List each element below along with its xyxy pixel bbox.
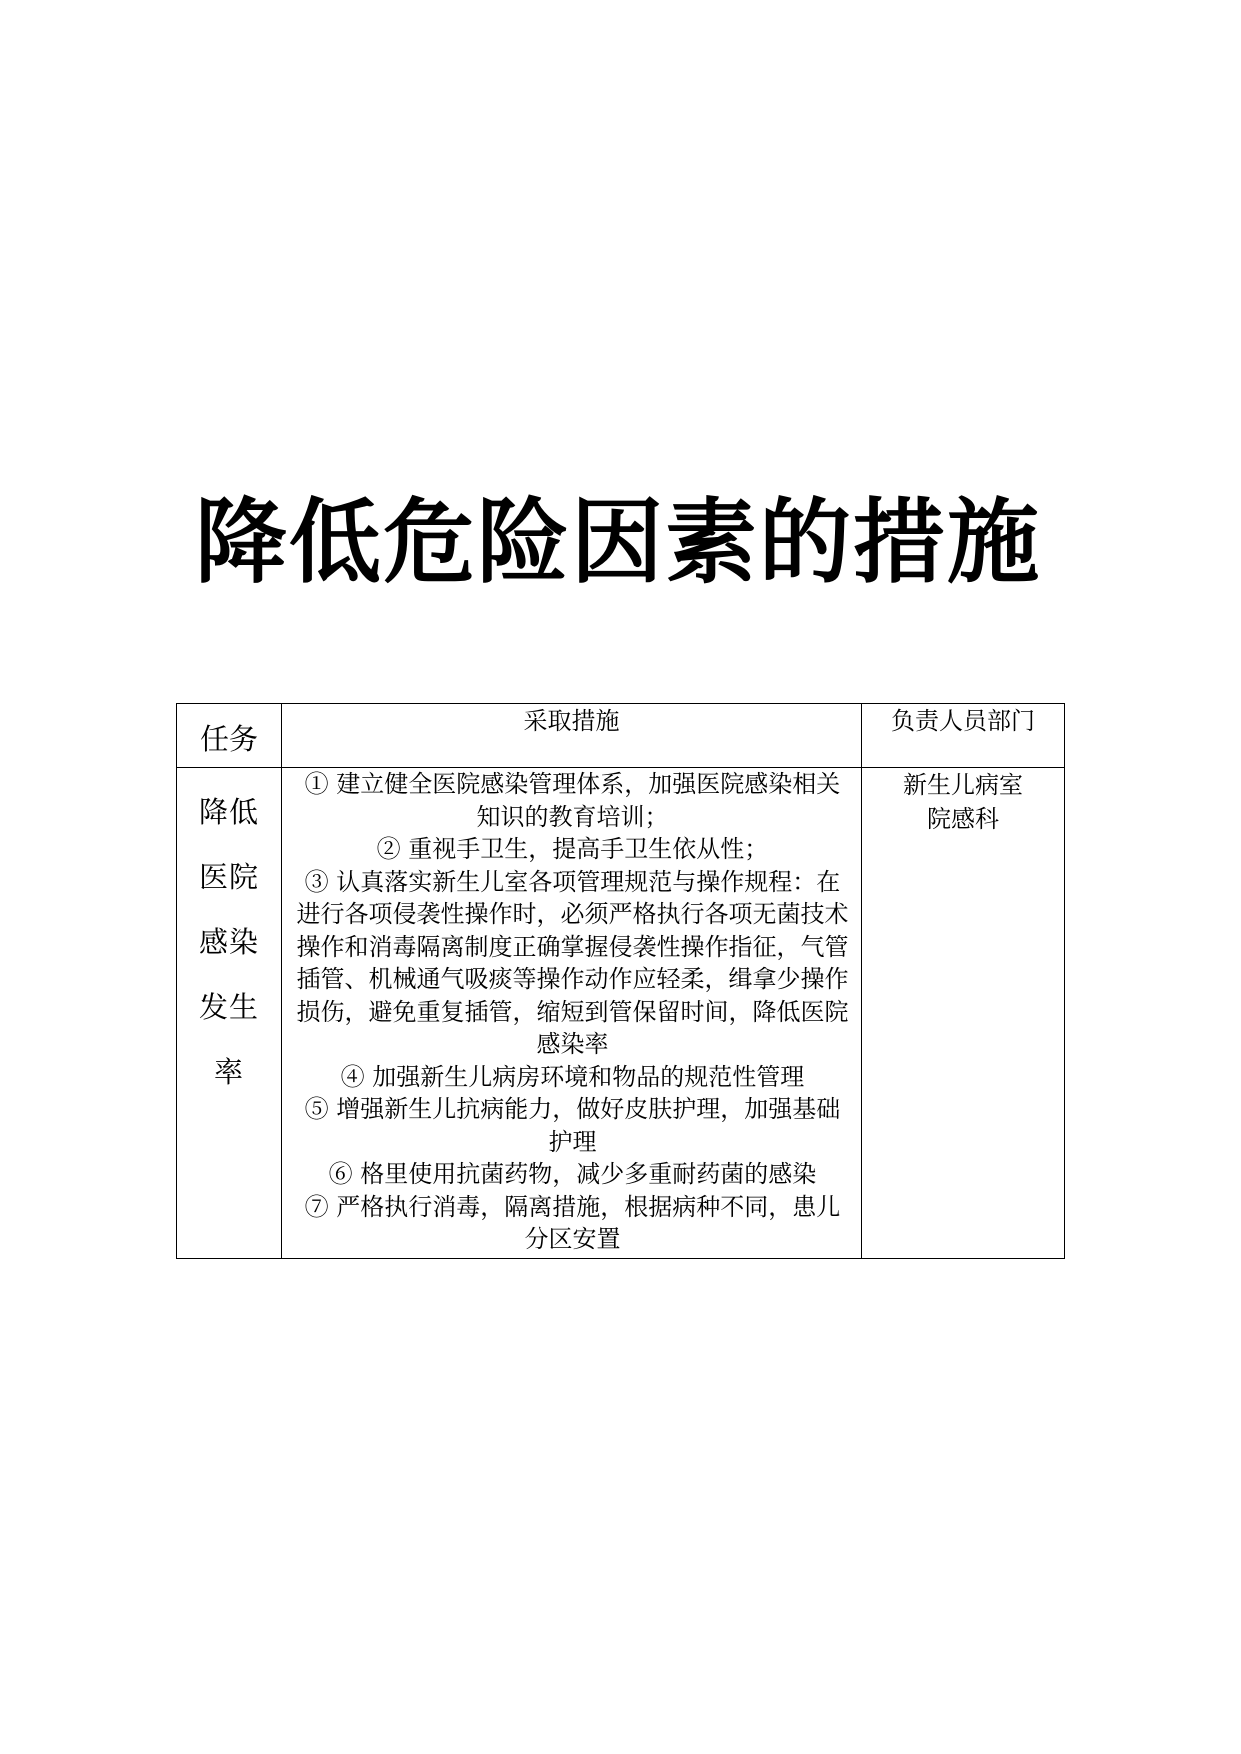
measure-item: ④ 加强新生儿病房环境和物品的规范性管理	[340, 1062, 805, 1091]
header-department: 负责人员部门	[862, 704, 1065, 768]
header-measures: 采取措施	[282, 704, 862, 768]
page-title: 降低危险因素的措施	[195, 489, 1042, 596]
measure-item: ⑤ 增强新生儿抗病能力，做好皮肤护理，加强基础护理	[304, 1095, 841, 1156]
task-line: 发生	[198, 990, 259, 1024]
measures-cell	[282, 768, 862, 1259]
measure-item: ③ 认真落实新生儿室各项管理规范与操作规程：在进行各项侵袭性操作时，必须严格执行各项无菌技术操作和消毒隔离制度正确掌握侵袭性操作指征，气管插管、机械通气吸痰等操作动作应轻柔，缉拿少操作损伤，避免重复插管，缩短到管保留时间，降低医院感染率	[296, 867, 849, 1058]
measure-item: ② 重视手卫生，提高手卫生依从性；	[376, 835, 769, 863]
table-header-row	[177, 704, 1065, 768]
measures-table	[176, 703, 1065, 1259]
department-line: 院感科	[927, 805, 999, 833]
task-line: 降低	[198, 795, 259, 829]
department-cell	[862, 768, 1065, 1259]
table-row	[177, 768, 1065, 1259]
measure-item: ⑦ 严格执行消毒，隔离措施，根据病种不同，患儿分区安置	[304, 1192, 841, 1253]
measure-item: ① 建立健全医院感染管理体系，加强医院感染相关知识的教育培训；	[304, 770, 841, 831]
measure-item: ⑥ 格里使用抗菌药物，减少多重耐药菌的感染	[328, 1160, 817, 1188]
header-task: 任务	[177, 704, 282, 768]
department-line: 新生儿病室	[903, 771, 1023, 799]
task-line: 医院	[198, 860, 259, 894]
task-line: 感染	[198, 925, 259, 959]
task-line: 率	[213, 1055, 244, 1089]
task-cell	[177, 768, 282, 1259]
